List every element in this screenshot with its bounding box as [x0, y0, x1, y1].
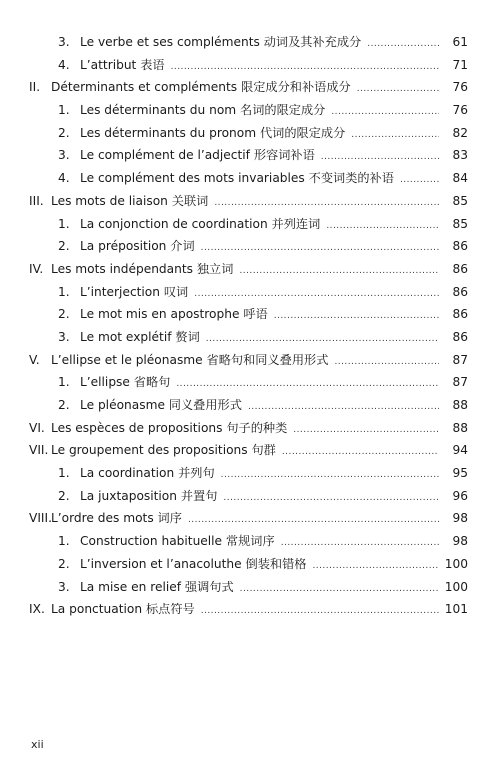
toc-leader-dots — [221, 462, 439, 487]
toc-entry-page: 87 — [452, 375, 468, 390]
toc-entry[interactable] — [0, 371, 500, 394]
toc-entry[interactable] — [0, 281, 500, 304]
toc-entry-title: Le mot mis en apostrophe 呼语 — [80, 307, 268, 322]
toc-entry-page: 61 — [452, 35, 468, 49]
toc-leader-dots — [223, 485, 439, 510]
toc-leader-dots — [171, 54, 439, 79]
toc-entry-page: 95 — [452, 466, 468, 481]
toc-entry-title: Le groupement des propositions 句群 — [51, 443, 276, 458]
toc-entry[interactable] — [0, 76, 500, 99]
toc-entry-page: 71 — [452, 57, 468, 72]
table-of-contents — [0, 31, 500, 621]
toc-entry-title: Le complément des mots invariables 不变词类的补语 — [80, 171, 394, 186]
toc-entry-title: Construction habituelle 常规词序 — [80, 534, 275, 549]
toc-entry-title: La coordination 并列句 — [80, 466, 215, 481]
toc-entry-page: 101 — [444, 602, 468, 617]
toc-entry-page: 88 — [452, 398, 468, 412]
toc-leader-dots — [321, 144, 439, 169]
toc-entry-number: IV. — [29, 261, 44, 276]
toc-entry-title: La mise en relief 强调句式 — [80, 579, 234, 594]
toc-leader-dots — [281, 530, 439, 555]
toc-entry[interactable] — [0, 31, 500, 54]
toc-entry-page: 85 — [452, 216, 468, 231]
page-number: xii — [31, 738, 44, 751]
toc-entry-page: 98 — [452, 511, 468, 526]
toc-entry-page: 86 — [452, 239, 468, 254]
toc-entry[interactable] — [0, 326, 500, 349]
toc-entry-number: II. — [29, 80, 41, 95]
toc-entry-number: 2. — [58, 125, 70, 140]
toc-entry-title: Le verbe et ses compléments 动词及其补充成分 — [80, 35, 362, 49]
toc-entry[interactable] — [0, 258, 500, 281]
toc-entry-number: 3. — [58, 579, 70, 594]
toc-entry-number: 1. — [58, 375, 70, 390]
toc-entry-title: L’inversion et l’anacoluthe 倒装和错格 — [80, 556, 307, 571]
toc-entry-page: 87 — [452, 352, 468, 367]
toc-entry-page: 86 — [452, 307, 468, 322]
toc-leader-dots — [282, 439, 439, 464]
toc-entry-title: L’ellipse et le pléonasme 省略句和同义叠用形式 — [51, 352, 329, 367]
toc-entry-number: V. — [29, 352, 40, 367]
toc-entry-title: Le pléonasme 同义叠用形式 — [80, 398, 242, 412]
toc-entry-title: Les espèces de propositions 句子的种类 — [51, 420, 288, 435]
toc-entry-number: 3. — [58, 148, 70, 163]
toc-entry[interactable] — [0, 303, 500, 326]
toc-entry-number: 1. — [58, 284, 70, 299]
toc-leader-dots — [293, 417, 439, 442]
toc-entry[interactable] — [0, 394, 500, 417]
toc-entry-page: 84 — [452, 171, 468, 186]
toc-entry-number: 3. — [58, 329, 70, 344]
toc-leader-dots — [326, 213, 439, 238]
toc-entry[interactable] — [0, 190, 500, 213]
toc-entry-title: Déterminants et compléments 限定成分和补语成分 — [51, 80, 351, 95]
toc-leader-dots — [239, 258, 439, 283]
toc-leader-dots — [201, 235, 439, 260]
toc-leader-dots — [214, 190, 439, 215]
toc-entry-title: L’interjection 叹词 — [80, 284, 189, 299]
toc-entry-number: 2. — [58, 488, 70, 503]
toc-leader-dots — [331, 99, 439, 124]
toc-entry[interactable] — [0, 507, 500, 530]
toc-entry-page: 76 — [452, 103, 468, 118]
toc-entry-page: 88 — [452, 420, 468, 435]
toc-entry-number: III. — [29, 193, 44, 208]
toc-entry-page: 83 — [452, 148, 468, 163]
toc-entry-page: 85 — [452, 193, 468, 208]
toc-entry[interactable] — [0, 553, 500, 576]
toc-entry[interactable] — [0, 598, 500, 621]
toc-entry-page: 86 — [452, 284, 468, 299]
toc-leader-dots — [334, 349, 439, 374]
toc-entry-page: 82 — [452, 125, 468, 140]
toc-entry[interactable] — [0, 122, 500, 145]
toc-entry-title: Les déterminants du nom 名词的限定成分 — [80, 103, 326, 118]
toc-entry-title: Les mots de liaison 关联词 — [51, 193, 209, 208]
toc-leader-dots — [351, 122, 439, 147]
toc-entry-number: 1. — [58, 534, 70, 549]
toc-entry-page: 94 — [452, 443, 468, 458]
toc-entry-page: 76 — [452, 80, 468, 95]
toc-leader-dots — [248, 394, 439, 419]
toc-entry-title: Les mots indépendants 独立词 — [51, 261, 234, 276]
toc-leader-dots — [357, 76, 439, 101]
toc-entry[interactable] — [0, 439, 500, 462]
toc-entry-number: 2. — [58, 307, 70, 322]
toc-leader-dots — [400, 167, 439, 192]
toc-entry-title: Les déterminants du pronom 代词的限定成分 — [80, 125, 346, 140]
toc-entry-page: 100 — [444, 579, 468, 594]
toc-entry[interactable] — [0, 530, 500, 553]
toc-leader-dots — [201, 598, 439, 623]
toc-entry-number: 4. — [58, 57, 70, 72]
toc-entry-page: 100 — [444, 556, 468, 571]
toc-leader-dots — [176, 371, 439, 396]
toc-entry[interactable] — [0, 213, 500, 236]
toc-entry-number: 4. — [58, 171, 70, 186]
toc-entry-page: 96 — [452, 488, 468, 503]
toc-leader-dots — [367, 31, 439, 56]
toc-entry-title: La conjonction de coordination 并列连词 — [80, 216, 321, 231]
toc-entry-number: 2. — [58, 556, 70, 571]
toc-entry-title: L’attribut 表语 — [80, 57, 165, 72]
toc-entry[interactable] — [0, 54, 500, 77]
toc-entry-title: L’ellipse 省略句 — [80, 375, 171, 390]
toc-entry-number: 1. — [58, 103, 70, 118]
toc-entry[interactable] — [0, 99, 500, 122]
toc-entry-number: VIII. — [29, 511, 52, 526]
toc-leader-dots — [312, 553, 439, 578]
toc-entry-title: Le mot explétif 赘词 — [80, 329, 200, 344]
toc-entry[interactable] — [0, 144, 500, 167]
toc-entry-page: 98 — [452, 534, 468, 549]
toc-entry-number: VII. — [29, 443, 49, 458]
toc-entry[interactable] — [0, 235, 500, 258]
toc-entry-number: IX. — [29, 602, 45, 617]
toc-entry-number: 1. — [58, 216, 70, 231]
toc-entry-number: VI. — [29, 420, 45, 435]
toc-entry-number: 3. — [58, 35, 70, 49]
toc-entry-title: L’ordre des mots 词序 — [51, 511, 182, 526]
toc-entry[interactable] — [0, 417, 500, 440]
toc-entry[interactable] — [0, 349, 500, 372]
toc-entry-title: Le complément de l’adjectif 形容词补语 — [80, 148, 315, 163]
toc-entry[interactable] — [0, 167, 500, 190]
toc-leader-dots — [206, 326, 439, 351]
toc-entry-page: 86 — [452, 261, 468, 276]
toc-entry[interactable] — [0, 485, 500, 508]
toc-entry-title: La juxtaposition 并置句 — [80, 488, 218, 503]
toc-entry-number: 2. — [58, 398, 70, 412]
toc-leader-dots — [188, 507, 439, 532]
toc-entry-number: 2. — [58, 239, 70, 254]
toc-entry-title: La préposition 介词 — [80, 239, 195, 254]
toc-leader-dots — [194, 281, 439, 306]
toc-entry[interactable] — [0, 576, 500, 599]
toc-entry-page: 86 — [452, 329, 468, 344]
toc-entry[interactable] — [0, 462, 500, 485]
toc-entry-number: 1. — [58, 466, 70, 481]
toc-entry-title: La ponctuation 标点符号 — [51, 602, 195, 617]
toc-leader-dots — [240, 576, 439, 601]
toc-leader-dots — [274, 303, 439, 328]
